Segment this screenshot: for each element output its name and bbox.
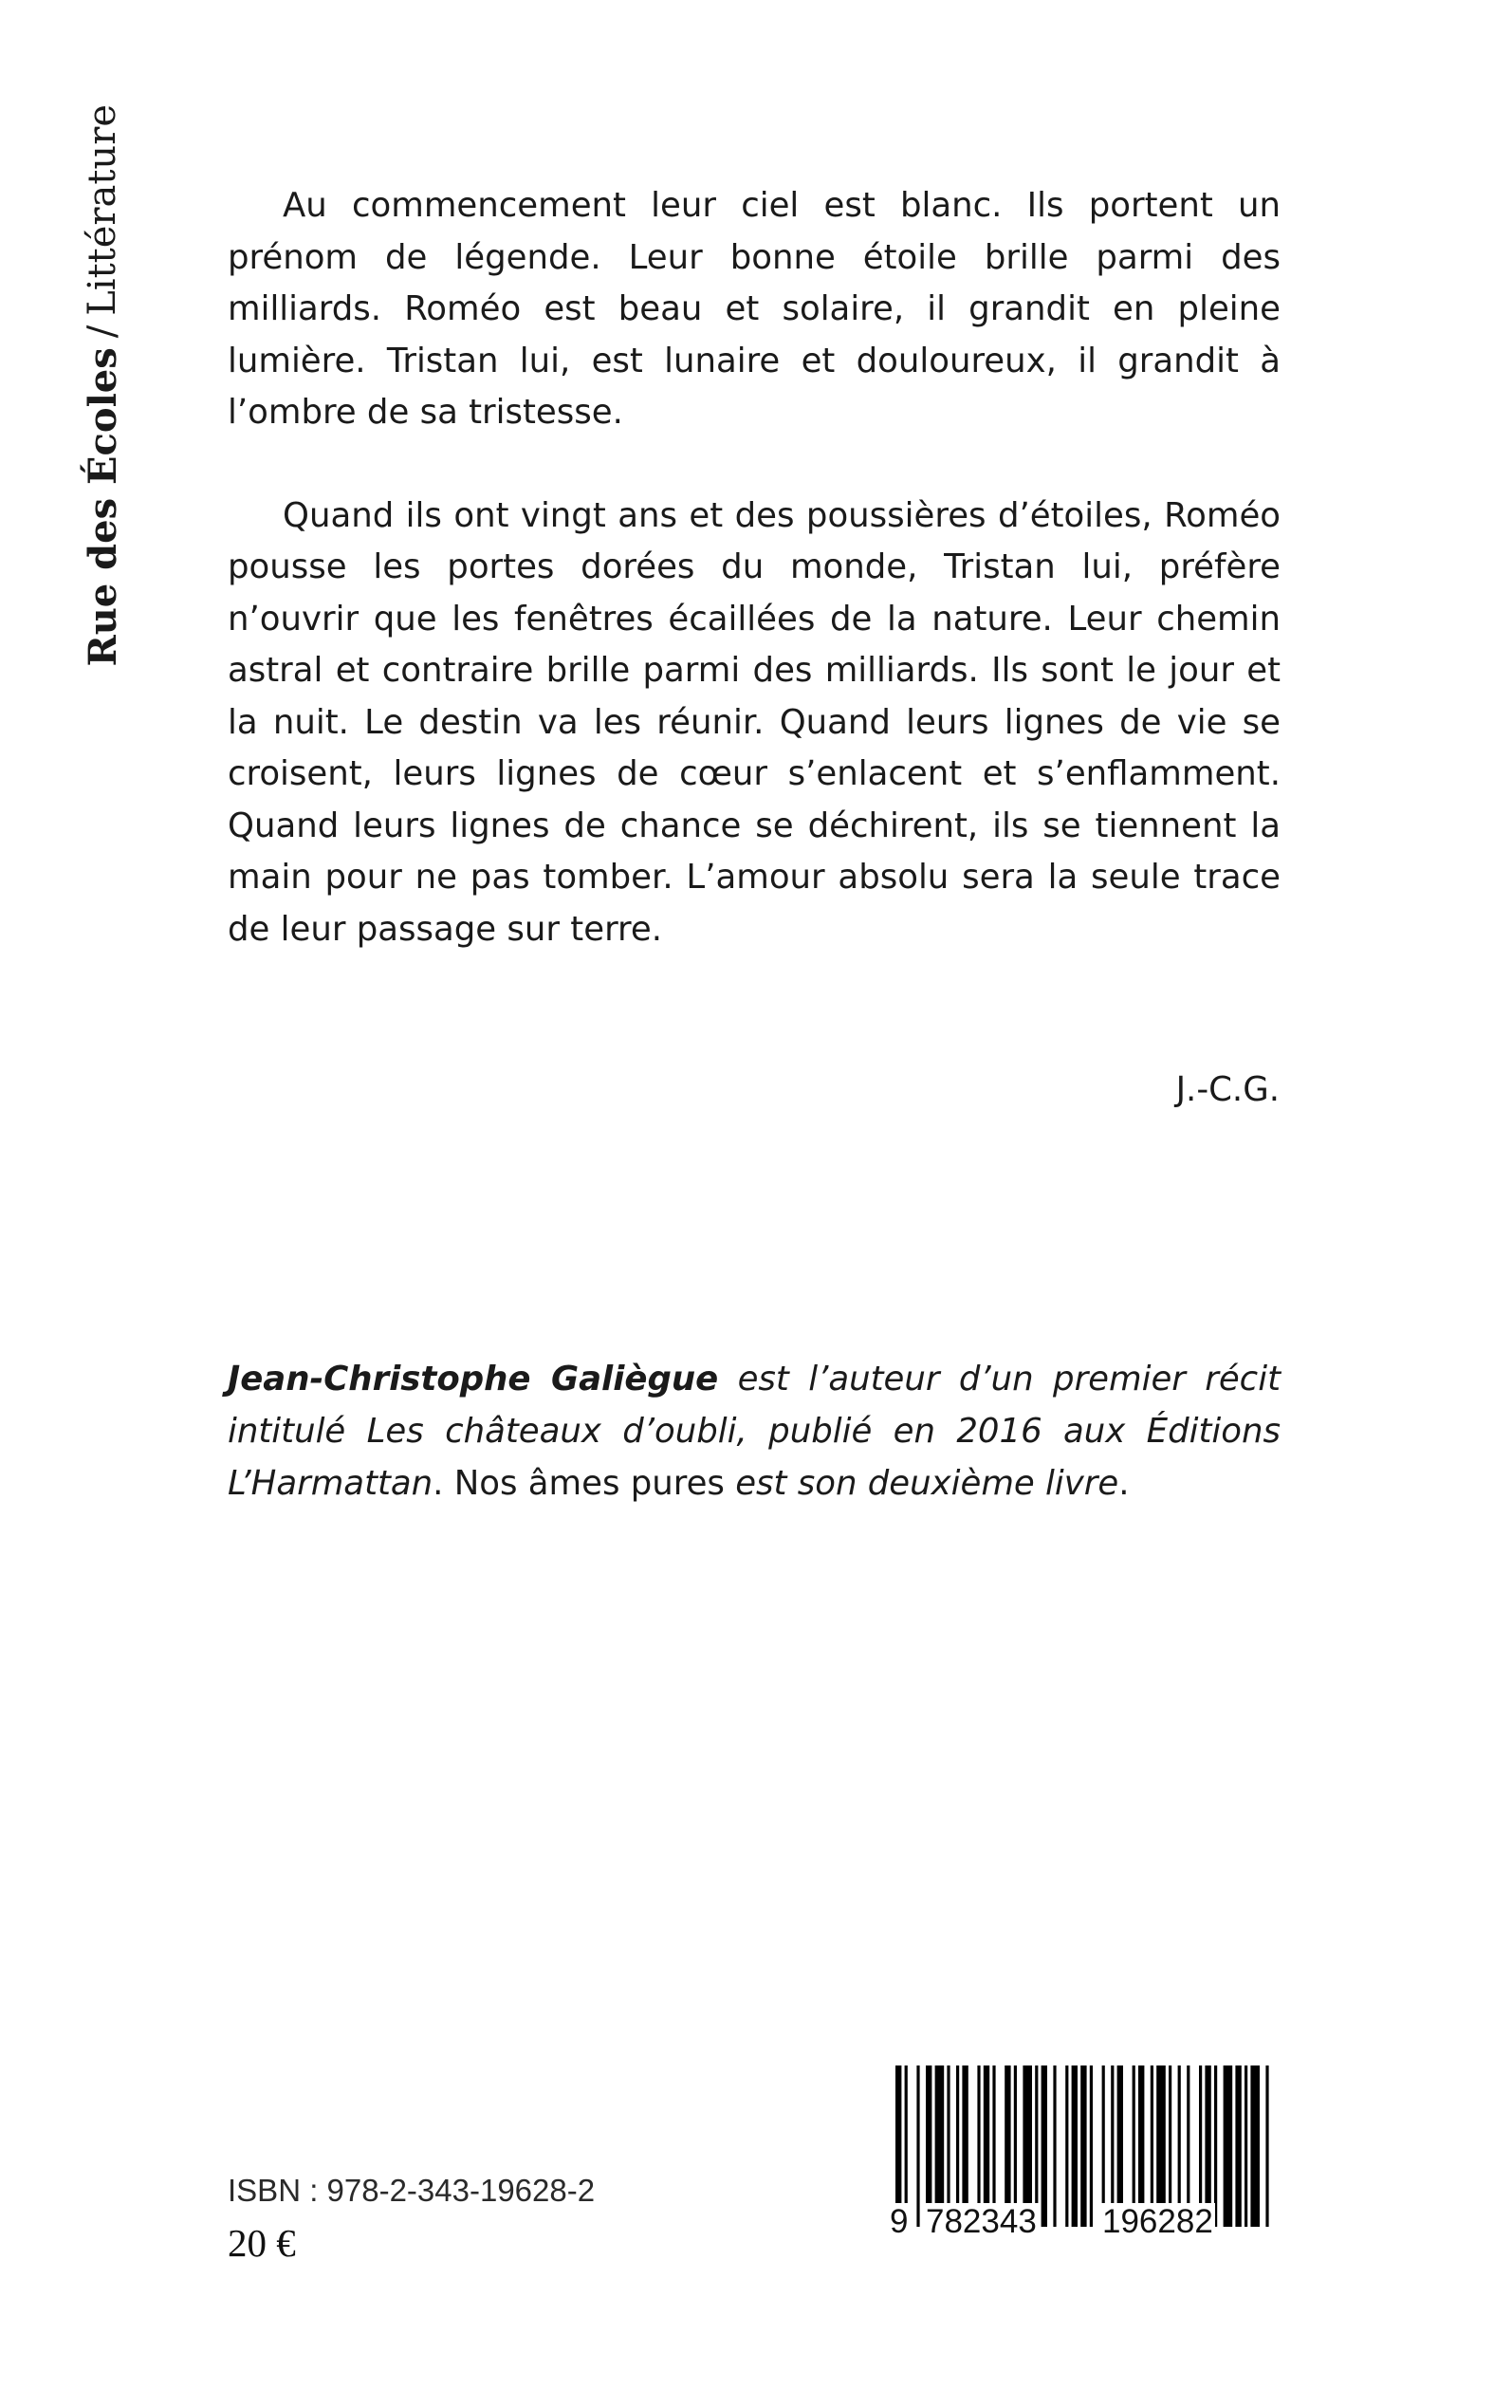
- barcode-digits: [888, 2203, 1279, 2241]
- series-name: Rue des Écoles: [80, 347, 125, 667]
- bio-publisher: L’Harmattan: [228, 1464, 433, 1503]
- back-cover-blurb: [228, 180, 1281, 955]
- spine-separator: /: [81, 324, 124, 339]
- blurb-paragraph-1: Au commencement leur ciel est blanc. Ils portent un prénom de légende. Leur bonne étoile brille parmi des milliards. Roméo est beau et solaire, il grandit en pleine lumière. Tristan lui, est lunaire et douloureux, il grandit à l’ombre de sa tristesse.: [228, 186, 1281, 432]
- category-name: Littérature: [81, 104, 124, 316]
- bio-text-1: est l’auteur d’un premier récit intitulé Les châteaux d’oubli, publié en 2016 aux Éditions: [228, 1360, 1281, 1451]
- isbn-number: ISBN : 978-2-343-19628-2: [228, 2173, 596, 2208]
- bio-text-2: . Nos âmes pures: [433, 1464, 725, 1503]
- price: 20 €: [228, 2221, 296, 2265]
- barcode-right-group: 196282: [1102, 2203, 1213, 2240]
- bio-text-3: est son deuxième livre: [724, 1464, 1119, 1503]
- barcode-left-group: 782343: [926, 2203, 1037, 2240]
- blurb-paragraph-2: Quand ils ont vingt ans et des poussières d’étoiles, Roméo pousse les portes dorées du monde, Tristan lui, préfère n’ouvrir que les fenêtres écaillées de la nature. Leur chemin astral et contraire brille parmi des milliards. Ils sont le jour et la nuit. Le destin va les réunir. Quand leurs lignes de vie se croisent, leurs lignes de cœur s’enlacent et s’enflamment. Quand leurs lignes de chance se déchirent, ils se tiennent la main pour ne pas tomber. L’amour absolu sera la seule trace de leur passage sur terre.: [228, 495, 1281, 949]
- spine-title: [74, 104, 131, 731]
- barcode-first-digit: 9: [890, 2203, 909, 2240]
- author-bio: [228, 1353, 1281, 1510]
- bio-text-4: .: [1118, 1464, 1130, 1503]
- blurb-signature: J.-C.G.: [1175, 1070, 1280, 1109]
- author-name: Jean-Christophe Galiègue: [228, 1360, 719, 1398]
